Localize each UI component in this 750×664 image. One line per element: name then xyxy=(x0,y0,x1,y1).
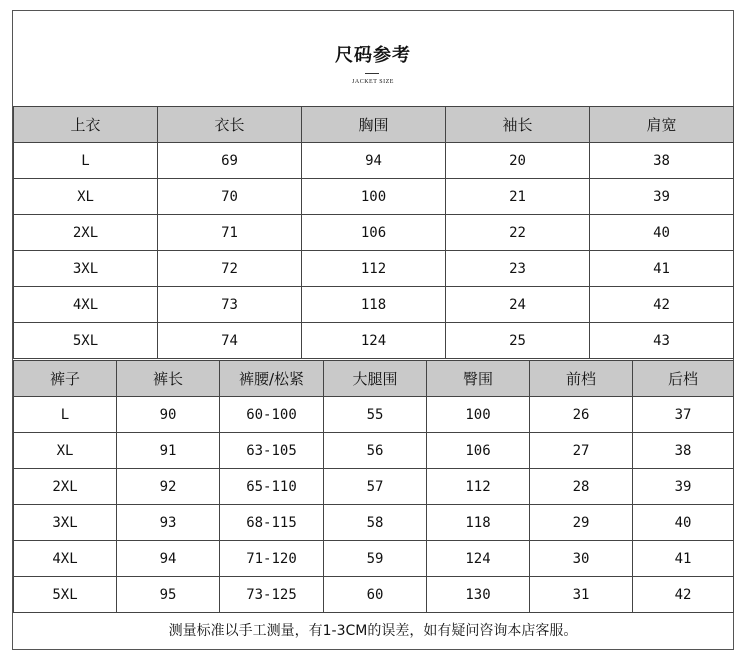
measurement-cell: 73 xyxy=(158,287,302,323)
measurement-cell: 59 xyxy=(324,541,427,577)
measurement-cell: 118 xyxy=(427,505,530,541)
measurement-cell: 65-110 xyxy=(220,469,324,505)
measurement-cell: 23 xyxy=(446,251,590,287)
pants-col-header: 裤腰/松紧 xyxy=(220,361,324,397)
measurement-cell: 41 xyxy=(633,541,734,577)
measurement-note: 测量标准以手工测量，有1-3CM的误差，如有疑问咨询本店客服。 xyxy=(168,623,578,639)
measurement-cell: 71-120 xyxy=(220,541,324,577)
jacket-col-header: 衣长 xyxy=(158,107,302,143)
measurement-cell: 60 xyxy=(324,577,427,613)
measurement-cell: 43 xyxy=(590,323,734,359)
size-label-cell: 2XL xyxy=(14,469,117,505)
measurement-cell: 56 xyxy=(324,433,427,469)
pants-table-row xyxy=(14,541,734,577)
measurement-cell: 30 xyxy=(530,541,633,577)
jacket-col-header: 袖长 xyxy=(446,107,590,143)
pants-header-row xyxy=(14,361,734,397)
pants-table-row xyxy=(14,469,734,505)
size-label-cell: 4XL xyxy=(14,287,158,323)
measurement-cell: 42 xyxy=(633,577,734,613)
pants-table-row xyxy=(14,505,734,541)
measurement-cell: 21 xyxy=(446,179,590,215)
measurement-cell: 112 xyxy=(302,251,446,287)
jacket-size-table xyxy=(13,106,734,359)
size-label-cell: 5XL xyxy=(14,323,158,359)
measurement-cell: 28 xyxy=(530,469,633,505)
jacket-table-row xyxy=(14,287,734,323)
pants-col-header: 裤子 xyxy=(14,361,117,397)
measurement-cell: 100 xyxy=(427,397,530,433)
measurement-cell: 69 xyxy=(158,143,302,179)
measurement-cell: 38 xyxy=(590,143,734,179)
measurement-cell: 39 xyxy=(633,469,734,505)
measurement-cell: 74 xyxy=(158,323,302,359)
measurement-cell: 118 xyxy=(302,287,446,323)
measurement-cell: 29 xyxy=(530,505,633,541)
pants-table-row xyxy=(14,397,734,433)
pants-table-row xyxy=(14,577,734,613)
size-label-cell: XL xyxy=(14,433,117,469)
measurement-cell: 63-105 xyxy=(220,433,324,469)
measurement-cell: 57 xyxy=(324,469,427,505)
measurement-cell: 41 xyxy=(590,251,734,287)
measurement-cell: 68-115 xyxy=(220,505,324,541)
measurement-cell: 94 xyxy=(302,143,446,179)
measurement-cell: 20 xyxy=(446,143,590,179)
chart-header xyxy=(13,11,733,107)
measurement-cell: 39 xyxy=(590,179,734,215)
pants-col-header: 后档 xyxy=(633,361,734,397)
size-label-cell: 2XL xyxy=(14,215,158,251)
measurement-cell: 31 xyxy=(530,577,633,613)
measurement-cell: 106 xyxy=(427,433,530,469)
size-label-cell: 3XL xyxy=(14,505,117,541)
measurement-cell: 38 xyxy=(633,433,734,469)
pants-table-row xyxy=(14,433,734,469)
measurement-cell: 106 xyxy=(302,215,446,251)
measurement-cell: 40 xyxy=(590,215,734,251)
measurement-cell: 58 xyxy=(324,505,427,541)
jacket-table-row xyxy=(14,251,734,287)
measurement-cell: 72 xyxy=(158,251,302,287)
measurement-cell: 90 xyxy=(117,397,220,433)
measurement-cell: 73-125 xyxy=(220,577,324,613)
measurement-cell: 112 xyxy=(427,469,530,505)
chart-subtitle: JACKET SIZE xyxy=(352,79,394,85)
jacket-table-row xyxy=(14,143,734,179)
measurement-cell: 37 xyxy=(633,397,734,433)
measurement-cell: 124 xyxy=(302,323,446,359)
jacket-table-row xyxy=(14,215,734,251)
pants-col-header: 大腿围 xyxy=(324,361,427,397)
jacket-col-header: 肩宽 xyxy=(590,107,734,143)
pants-size-table xyxy=(13,360,734,613)
measurement-cell: 93 xyxy=(117,505,220,541)
size-label-cell: L xyxy=(14,143,158,179)
measurement-cell: 26 xyxy=(530,397,633,433)
jacket-header-row xyxy=(14,107,734,143)
measurement-cell: 71 xyxy=(158,215,302,251)
pants-col-header: 裤长 xyxy=(117,361,220,397)
size-label-cell: L xyxy=(14,397,117,433)
jacket-col-header: 胸围 xyxy=(302,107,446,143)
jacket-col-header: 上衣 xyxy=(14,107,158,143)
measurement-cell: 42 xyxy=(590,287,734,323)
measurement-cell: 100 xyxy=(302,179,446,215)
measurement-cell: 94 xyxy=(117,541,220,577)
measurement-cell: 27 xyxy=(530,433,633,469)
measurement-cell: 124 xyxy=(427,541,530,577)
measurement-cell: 92 xyxy=(117,469,220,505)
measurement-cell: 130 xyxy=(427,577,530,613)
jacket-table-row xyxy=(14,323,734,359)
title-divider xyxy=(365,73,379,74)
chart-title: 尺码参考 xyxy=(335,45,411,66)
measurement-cell: 91 xyxy=(117,433,220,469)
measurement-cell: 22 xyxy=(446,215,590,251)
jacket-table-row xyxy=(14,179,734,215)
size-label-cell: 5XL xyxy=(14,577,117,613)
pants-col-header: 前档 xyxy=(530,361,633,397)
measurement-cell: 25 xyxy=(446,323,590,359)
measurement-cell: 40 xyxy=(633,505,734,541)
measurement-cell: 95 xyxy=(117,577,220,613)
measurement-cell: 24 xyxy=(446,287,590,323)
measurement-cell: 60-100 xyxy=(220,397,324,433)
size-label-cell: 4XL xyxy=(14,541,117,577)
size-label-cell: 3XL xyxy=(14,251,158,287)
size-label-cell: XL xyxy=(14,179,158,215)
measurement-cell: 70 xyxy=(158,179,302,215)
pants-col-header: 臀围 xyxy=(427,361,530,397)
measurement-cell: 55 xyxy=(324,397,427,433)
